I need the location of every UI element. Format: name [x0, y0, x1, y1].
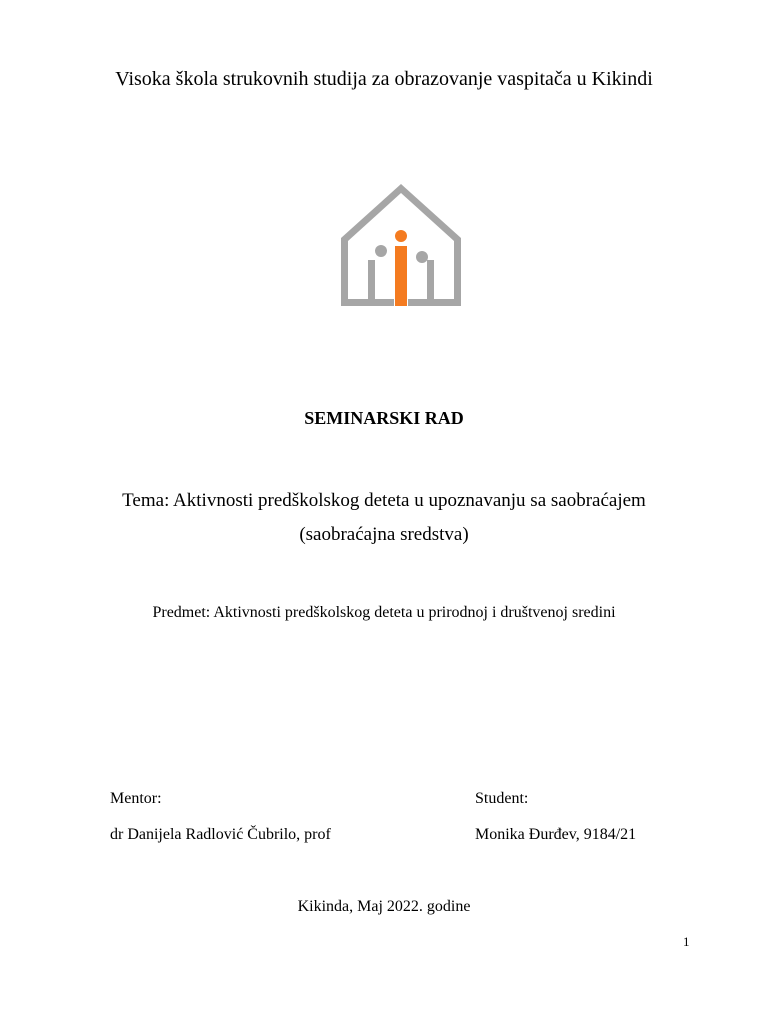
topic-line-2: (saobraćajna sredstva) [299, 524, 469, 545]
mentor-label: Mentor: [110, 790, 162, 807]
place-date: Kikinda, Maj 2022. godine [297, 898, 471, 915]
page-number: 1 [683, 934, 690, 949]
student-label: Student: [475, 790, 529, 807]
topic-line-1: Tema: Aktivnosti predškolskog deteta u upoznavanju sa saobraćajem [122, 490, 646, 511]
student-name: Monika Đurđev, 9184/21 [475, 826, 637, 843]
right-figure-base [408, 299, 434, 306]
mentor-name: dr Danijela Radlović Čubrilo, prof [110, 826, 331, 843]
right-figure-head [416, 251, 428, 263]
left-figure-head [375, 245, 387, 257]
document-type-title: SEMINARSKI RAD [304, 408, 464, 428]
left-figure-base [368, 299, 394, 306]
center-figure-head [395, 230, 407, 242]
house-logo-icon [338, 180, 464, 310]
subject-line: Predmet: Aktivnosti predškolskog deteta u prirodnoj i društvenoj sredini [152, 604, 616, 621]
school-logo [338, 180, 464, 310]
center-figure-bar [395, 246, 407, 306]
institution-name: Visoka škola strukovnih studija za obrazovanje vaspitača u Kikindi [115, 68, 653, 90]
